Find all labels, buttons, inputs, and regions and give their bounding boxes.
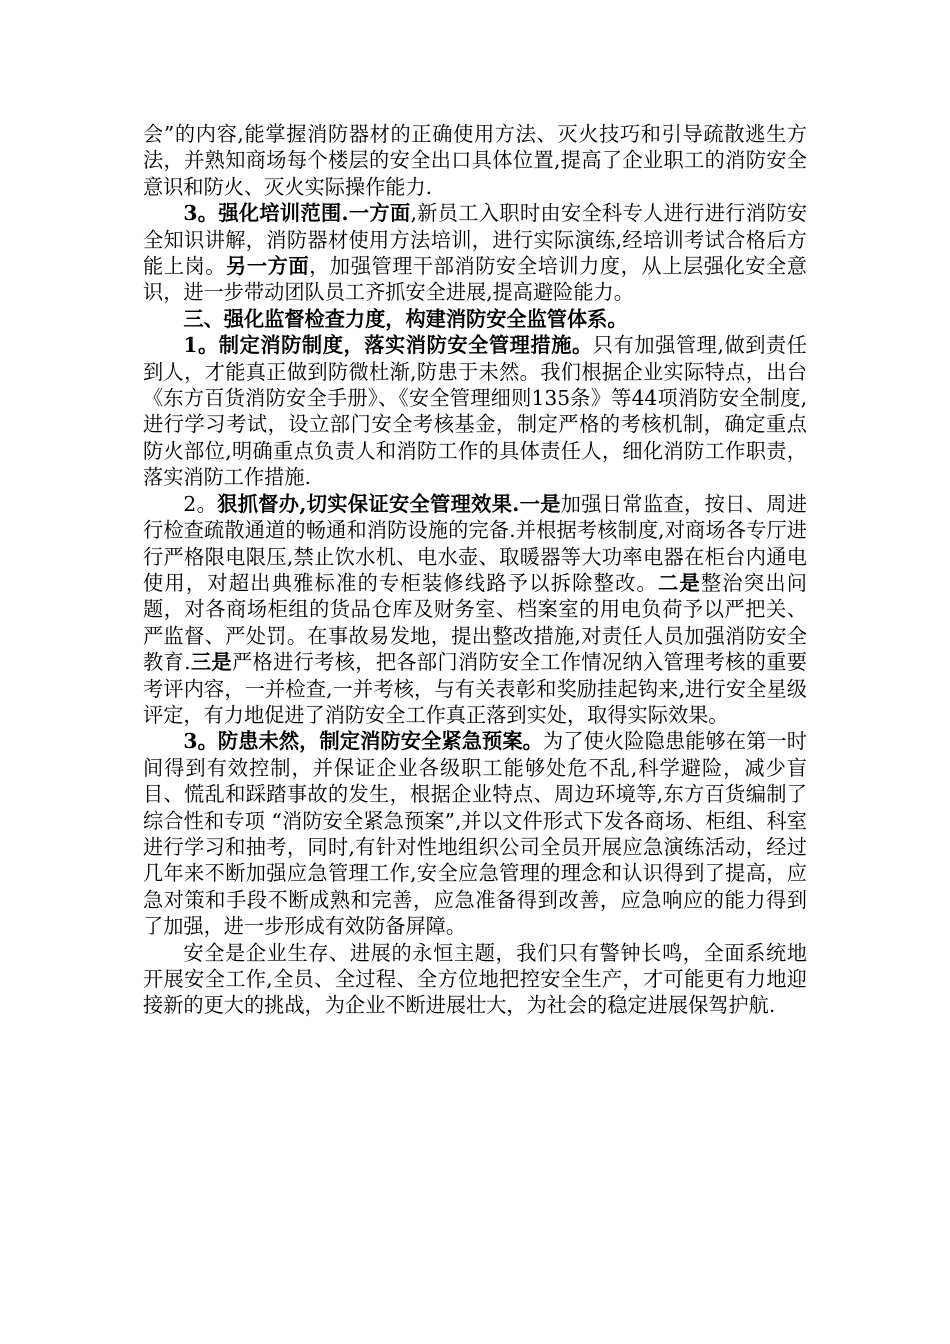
paragraph (143, 728, 807, 939)
document-body (143, 121, 807, 1019)
text-run: 加强日常监查，按日、周进行检查疏散通道的畅通和消防设施的完备.并根据考核制度,对商场各专厅进行严格限电限压,禁止饮水机、电水壶、取暖器等大功率电器在柜台内通电使用，对超出典雅标准的专柜装修线路予以拆除整改。 (143, 491, 807, 595)
paragraph (143, 306, 807, 332)
paragraph (143, 940, 807, 1019)
bold-text-run: 三是 (190, 650, 232, 675)
bold-text-run: 3。防患未然，制定消防安全紧急预案。 (183, 729, 543, 754)
paragraph (143, 121, 807, 200)
text-run: ,新员工入职时由安全科专人进行进行消防安全知识讲解，消防器材使用方法培训，进行实际演练,经培训考试合格后方能上岗。 (143, 201, 808, 279)
text-run: 整治突出问题，对各商场柜组的货品仓库及财务室、档案室的用电负荷予以严把关、严监督、严处罚。在事故易发地，提出整改措施,对责任人员加强消防安全教育. (143, 570, 807, 675)
text-run: 安全是企业生存、进展的永恒主题，我们只有警钟长鸣，全面系统地开展安全工作,全员、全过程、全方位地把控安全生产，才可能更有力地迎接新的更大的挑战，为企业不断进展壮大，为社会的稳定进展保驾护航. (143, 940, 807, 1018)
bold-text-run: 三、强化监督检查力度，构建消防安全监管体系。 (183, 306, 628, 331)
text-run: ，加强管理干部消防安全培训力度，从上层强化安全意识，进一步带动团队员工齐抓安全进展,提高避险能力。 (143, 254, 807, 305)
bold-text-run: 1。制定消防制度，落实消防安全管理措施。 (183, 333, 593, 358)
paragraph (143, 491, 807, 729)
bold-text-run: 狠抓督办,切实保证安全管理效果.一是 (217, 491, 561, 516)
text-run: 只有加强管理,做到责任到人，才能真正做到防微杜渐,防患于未然。我们根据企业实际特点，出台《东方百货消防安全手册》、《安全管理细则135条》等44项消防安全制度,进行学习考试，设立部门安全考核基金，制定严格的考核机制，确定重点防火部位,明确重点负责人和消防工作的具体责任人，细化消防工作职责，落实消防工作措施. (143, 333, 807, 490)
bold-text-run: 另一方面 (226, 254, 310, 279)
text-run: 会”的内容,能掌握消防器材的正确使用方法、灭火技巧和引导疏散逃生方法，并熟知商场每个楼层的安全出口具体位置,提高了企业职工的消防安全意识和防火、灭火实际操作能力. (143, 122, 807, 199)
bold-text-run: 3。强化培训范围.一方面 (183, 201, 411, 226)
bold-text-run: 二是 (658, 570, 701, 595)
paragraph (143, 332, 807, 490)
text-run: 严格进行考核，把各部门消防安全工作情况纳入管理考核的重要考评内容，一并检查,一并考核，与有关表彰和奖励挂起钩来,进行安全星级评定，有力地促进了消防安全工作真正落到实处，取得实际效果。 (143, 650, 807, 727)
text-run: 为了使火险隐患能够在第一时间得到有效控制，并保证企业各级职工能够处危不乱,科学避险，减少盲目、慌乱和踩踏事故的发生，根据企业特点、周边环境等,东方百货编制了综合性和专项 “消防安全紧急预案”,并以文件形式下发各商场、柜组、科室进行学习和抽考，同时,有针对性地组织公司全员开展应急演练活动，经过几年来不断加强应急管理工作,安全应急管理的理念和认识得到了提高，应急对策和手段不断成熟和完善，应急准备得到改善，应急响应的能力得到了加强，进一步形成有效防备屏障。 (143, 729, 807, 939)
text-run: 2。 (183, 491, 218, 516)
paragraph (143, 200, 807, 306)
